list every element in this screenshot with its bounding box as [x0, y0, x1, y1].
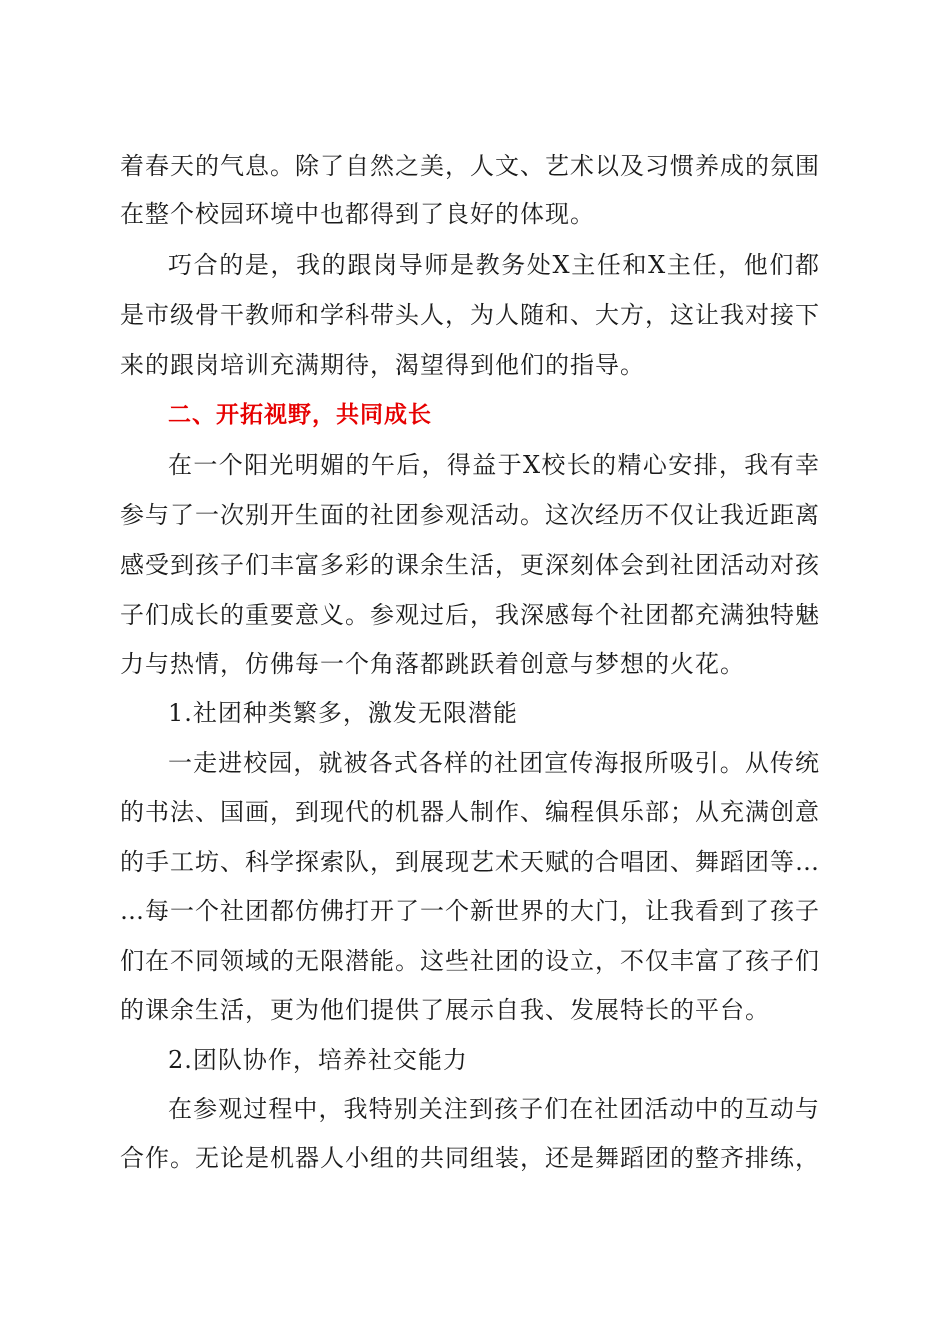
body-text-line: 来的跟岗培训充满期待，渴望得到他们的指导。 [120, 351, 645, 379]
section-heading: 二、开拓视野，共同成长 [168, 402, 432, 428]
body-text-line: 的书法、国画，到现代的机器人制作、编程俱乐部；从充满创意 [120, 798, 820, 826]
body-text-line: 子们成长的重要意义。参观过后，我深感每个社团都充满独特魅 [120, 601, 820, 629]
body-text-line: 的手工坊、科学探索队，到展现艺术天赋的合唱团、舞蹈团等… [120, 848, 820, 876]
body-text-line: 感受到孩子们丰富多彩的课余生活，更深刻体会到社团活动对孩 [120, 551, 820, 579]
body-text-line: 巧合的是，我的跟岗导师是教务处X主任和X主任，他们都 [168, 251, 820, 279]
body-text-line: 力与热情，仿佛每一个角落都跳跃着创意与梦想的火花。 [120, 650, 745, 678]
body-text-line: 是市级骨干教师和学科带头人，为人随和、大方，这让我对接下 [120, 301, 820, 329]
body-text-line: 一走进校园，就被各式各样的社团宣传海报所吸引。从传统 [168, 749, 820, 777]
body-text-line: 的课余生活，更为他们提供了展示自我、发展特长的平台。 [120, 996, 770, 1024]
body-text-line: 着春天的气息。除了自然之美，人文、艺术以及习惯养成的氛围 [120, 152, 820, 180]
body-text-line: 们在不同领域的无限潜能。这些社团的设立，不仅丰富了孩子们 [120, 947, 820, 975]
body-text-line: 合作。无论是机器人小组的共同组装，还是舞蹈团的整齐排练， [120, 1144, 820, 1172]
body-text-line: 在一个阳光明媚的午后，得益于X校长的精心安排，我有幸 [168, 451, 820, 479]
body-text-line: 在整个校园环境中也都得到了良好的体现。 [120, 200, 595, 228]
body-text-line: …每一个社团都仿佛打开了一个新世界的大门，让我看到了孩子 [120, 897, 820, 925]
subsection-heading: 2.团队协作，培养社交能力 [168, 1046, 468, 1074]
subsection-heading: 1.社团种类繁多，激发无限潜能 [168, 699, 518, 727]
body-text-line: 参与了一次别开生面的社团参观活动。这次经历不仅让我近距离 [120, 501, 820, 529]
body-text-line: 在参观过程中，我特别关注到孩子们在社团活动中的互动与 [168, 1095, 820, 1123]
